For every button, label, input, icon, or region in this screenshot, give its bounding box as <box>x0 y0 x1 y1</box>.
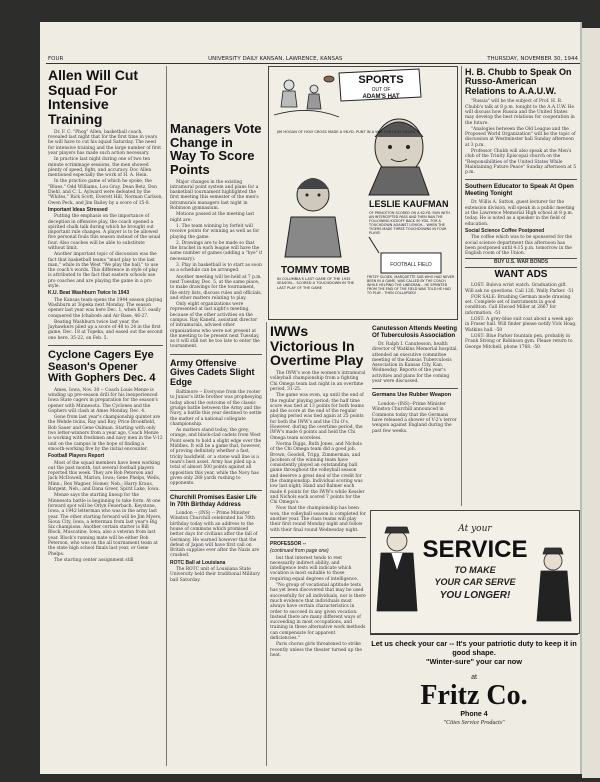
article-text: Putting the emphasis on the importance of deception in offensive play, the coach opened a spirited chalk talk during which he brought out important rule changes. A player is to be allowed five personal fouls this season instead of the usual four. Also coaches will be able to substitute without limit. <box>48 214 161 251</box>
article-text: Now that the championship has been won, the volleyball season is completed for another year. The class teams will play their first round Monday night and follow with their final round Wednesday night. <box>270 506 366 533</box>
column-1 <box>48 66 163 772</box>
article-text: Motions passed at the meeting last night are: <box>170 212 255 223</box>
cartoon-subtitle: OUT OF <box>371 87 391 93</box>
article-text: Dr. F. C. "Phog" Allen, basketball coach, revealed last night that for the first time in years he will have to cut his squad Saturday. The need for intensive training and the large number of first year players has made such action necessary. <box>48 129 162 156</box>
article-text: Professor Chubb will also speak at the Men's club of the Trinity Episcopal church on the "Responsibilities of the United States While Maintaining Future Peace" Sunday afternoon at 5 p.m. <box>465 148 576 176</box>
ad-tagline: Let us check your car -- It's your patriotic duty to keep it in good shape. <box>371 639 577 657</box>
ad-line: YOU LONGER! <box>439 590 511 601</box>
ad-tagline: "Winter-sure" your car now <box>425 657 523 666</box>
article-text: Dr. Willis A. Sutton, guest lecturer for the extension division, will speak in a public meeting at the Lawrence Memorial High school at 8 p.m. today. He is noted as a speaker in the field of education. <box>465 200 575 227</box>
ad-company-name: Fritz Co. <box>420 680 528 711</box>
article-text: Baltimore -- Everyone from the rooter to Junior's little brother was prophesying today about the outcome of the classic grudge battle between the Army and the Navy, a battle this year destined to settle the matter of a national collegiate championship. <box>170 390 262 427</box>
ad-line: YOUR CAR SERVE <box>434 577 516 587</box>
headline-allen: Allen Will Cut Squad For Intensive Training <box>48 67 139 128</box>
headline-managers: Managers Vote Change in Way To Score Points <box>170 121 262 177</box>
article-divider <box>270 537 366 538</box>
column-rule <box>166 66 167 766</box>
article-divider <box>465 179 577 180</box>
article-text: 1. The team winning by forfeit will receive points for winning as well as for playing the game. <box>170 223 260 240</box>
column-rule <box>266 322 267 766</box>
article-text: London--(INS)--Prime Minister Winston Churchill announced in Commons today that the Germans have released a shower of V-2's terror weapon against England during the past few weeks. <box>372 402 457 434</box>
cartoon-subtitle: ADAM'S HAT <box>362 94 400 100</box>
subhead: K.U. Beat Washburn Twice In 1943 <box>48 290 130 297</box>
article-text: Another important topic of discussion was the fact that basketball teams "must play to the last man," while in the West "We play the ball," to use the coach's words. This difference in style of play is attributed to the fact that eastern schools use pro coaches and are playing the game in a pro style. <box>48 252 159 290</box>
article-text: The starting center assignment still <box>54 557 134 563</box>
subhead: Important Ideas Stressed <box>48 206 108 213</box>
ad-line: TO MAKE <box>454 565 496 575</box>
ad-service-word: SERVICE <box>422 536 528 563</box>
cartoon-caption: JIM HOGAN OF HOLY CROSS MADE A 98-YD. PUNT IN A WIN FOR HOLY CROSS <box>277 130 416 134</box>
article-divider <box>170 490 262 491</box>
headline-canutesson: Canutesson Attends Meeting Of Tuberculosis Association <box>372 325 458 339</box>
article-text: Ames, Iowa, Nov. 30 -- Coach Louis Menze is winding up pre-season drill for his inexperienced Iowa State cagers in preparation for the season's opener with Minnesota. The Cyclones and the Gophers will clash at Ames Monday, Dec. 4. <box>48 387 158 414</box>
subhead: PROFESSOR -- <box>270 540 307 547</box>
headline-iww: IWWs Victorious In Overtime Play <box>270 323 364 369</box>
article-text: but that interest tends to rest necessarily indirect ability, and intelligence tests will indicate which vocation is most suitable to those requiring equal degrees of intelligence. <box>270 555 359 582</box>
article-text: In practice last night during one of two ten minute scrimmage sessions, the men showed plenty of speed, fight, and accuracy. Doc Allen mentioned especially the work of H. A. Hein. <box>48 157 152 179</box>
subhead: (continued from page one) <box>270 548 329 555</box>
adjacent-page-edge <box>582 28 600 778</box>
want-ad: LOST: Bulova wrist watch. Graduation gift. Will ask no questions. Call 126, Wally Parker. -51 <box>465 283 575 294</box>
ad-slogan: "Cities Service Products" <box>443 720 505 726</box>
article-divider <box>48 345 163 346</box>
headline-churchill: Churchill Promises Easier Life In 70th Birthday Address <box>170 495 257 508</box>
article-text: In the practice game of which he spoke, the "Blues," Odd Williams, Lou Gray, Dean Betz, Don Diehl, and C. L. Aylward were defeated by the "Whites," Rick Scott, Everett Hill, Norman Carlson, Owen Peck, and Jim Bailey by a score of 15-8. <box>48 179 163 206</box>
article-text: The Kansas team opens the 1944 season playing Washburn at Topeka next Monday. The season opener last year was here Dec. 1, when K.U. easily conquered the Ichabods and Air Base, 46-27. <box>48 297 163 319</box>
article-text: Most of the squad members have been working out the past month, but several football players reported this week. They are Bob Peterson and Jack McDowell, Marion, Iowa; Gene Phelps, Wells, Minn.; Rex Wagner, Homer, Neb.; Harry Kraus, Bargent, Neb.; and Dana Greer, Spirit Lake, Iowa. <box>48 460 161 493</box>
headline-cyclone: Cyclone Cagers Eye Season's Opener With Gophers Dec. 4 <box>48 349 156 385</box>
headline-sutton: Southern Educator to Speak At Open Meeting Tonight <box>465 183 574 197</box>
article-text: Paris chorus girls threatened to strike recently unless the theater turned up the heat. <box>270 642 362 658</box>
service-ad-art <box>371 511 579 633</box>
headline-army: Army Offensive Gives Cadets Slight Edge <box>170 357 255 387</box>
cartoon-name: LESLIE KAUFMAN <box>369 199 449 209</box>
column-2 <box>170 120 262 772</box>
cartoon-caption: FRITZY GLOJEK, MARQUETTE SUB WHO HAD NEVER BEEN IN A GAME, WAS CALLED BY THE COACH WHILE HELPING THE LINESMAN... HE SPRINTED FROM THE END OF THE FIELD WAS TOLD HE HAD TO PLAY - THEN COLLAPSED! <box>367 275 455 295</box>
headline-chubb: H. B. Chubb to Speak On Russo-American Relations to A.A.U.W. <box>465 67 572 96</box>
article-text: Norma Diggs, Ruth Jones, and Nichols of the Chi Omega team did a good job. Brown, Goodell, Tripp, Zimmerman, and Jacobson of the winning team have consistently played an outstanding ball game throughout the volleyball season and deserve a great deal of the credit for the championship. Individual scoring was low last night; Hand and Balmer each made 6 points for the IWW's while Kessler and Nichols each scored 7 points for the Chi Omega's. <box>270 441 365 506</box>
article-text: The game was even, up until the end of the regular playing period; the half time score was tied at 13 points for both teams and the score at the end of the regular playing period was tied again at 25 points for both the IWW's and the Chi O's. However, during the overtime period, the IWW's made 6 points and held the Chi Omega team scoreless. <box>270 393 364 441</box>
article-text: The IWW's won the women's intramural volleyball championship from a fighting Chi Omega team last night in an overtime period, 31-25. <box>270 371 366 392</box>
want-ads-title: WANT ADS <box>494 268 548 280</box>
article-text: "Russia" will be the subject of Prof. H. B. Chubb's talk at 8 p.m. tonight to the A.A.U.W. He will discuss how Russia and the United States may develop the best relations for cooperation in the future. <box>465 99 575 126</box>
masthead-rule <box>46 63 580 64</box>
article-text: "Analogies between the Old League and the Proposed World Organization" will be the topic of discussion at Westminster hall Sunday afternoon at 3 p.m. <box>465 126 576 148</box>
want-ad: LOST: Blue Parker fountain pen, probably in Frank Strong or Robinson gym. Please return to George Mitchell, phone 1768. -50 <box>465 333 573 350</box>
subhead: Social Science Coffee Postponed <box>465 227 545 234</box>
article-text: Beating Washburn twice last year, the Jayhawkers piled up a score of 48 to 24 in the first game, Dec. 18 at Topeka, and eased out the second one here, 35-22, on Feb. 5. <box>48 319 163 341</box>
article-text: Only eight organizations were represented at last night's meeting, because of the other activities on the campus. Ray Kanehl, assistant director of intramurals, advised other organizations who were not present at the meeting to be present next Tuesday, as it will still not be too late to enter the tournament. <box>170 302 260 350</box>
cartoon-title: SPORTS <box>358 74 404 86</box>
article-text: The ROTC unit of Louisiana State University held their traditional Military ball Saturday. <box>170 566 260 583</box>
issue-date: THURSDAY, NOVEMBER 30, 1944 <box>487 56 578 62</box>
article-text: 2. Drawings are to be made so that the bracket in each league will have the same number of games (adding a "bye" if necessary). <box>170 240 262 262</box>
article-text: Gone from last year's championship quintet are the Wehde twins, Ray and Roy, Price Brookfield, Bob Sauer and Gene Oulman. Starting with only two letter-winners from a year ago, Coach Menze is working with freshmen and navy men in the V-12 unit on the campus in the hope of finding a smooth-working five by the initial encounter. <box>48 415 163 452</box>
column-iww <box>270 322 366 772</box>
column-4 <box>465 66 577 506</box>
subhead: ROTC Ball at Louisiana <box>170 559 226 566</box>
cartoon-name: TOMMY TOMB <box>281 265 350 276</box>
svg-text:FOOTBALL FIELD: FOOTBALL FIELD <box>390 262 432 268</box>
ad-at: at <box>471 674 477 681</box>
subhead: Football Players Report <box>48 453 105 460</box>
cartoon-caption: IN COLUMBIA'S LAST GAME OF THE 1935 SEASON... SCORED A TOUCHDOWN IN THE LAST PLAY OF THE GAME <box>277 277 355 290</box>
article-text: Major changes in the existing intramural point system and plans for a basketball tournament highlighted the first meeting this semester of the men's intramurals managers last night in Robinson gymnasium. <box>170 179 259 212</box>
fritz-advertisement <box>370 634 578 771</box>
article-text: As matters stand today, the grey, orange, and black-clad cadets from West Point seem to hold a slight edge over the Middies. It will be a game that, however, of proving definitely whether a fast, tricky backfield, or a stone wall line is a team's best asset. Army has piled up a total of almost 500 points against all opposition this year, while the Navy has given only 288 yards rushing to opponents. <box>170 428 262 487</box>
article-text: Dr. Ralph I. Canutesson, health director of Watkins Memorial hospital, attended an executive committee meeting of the Kansas Tuberculosis Association in Kansas City, Kan. Wednesday. Reports of the year's activities and plans for the coming year were discussed. <box>372 342 458 385</box>
masthead <box>48 55 578 63</box>
article-text: Another meeting will be held at 7 p.m. next Tuesday, Dec. 5, at the same place, to make drawings for the tournament, file entry lists, discuss rules and officials, and other matters relating to play. <box>170 274 262 301</box>
ad-line: At your <box>458 524 492 534</box>
cartoon-caption: OF PRINCETON SCORED ON A 62-YD. RUN WITH AN INTERCEPTED PASS AND THEN RAN THE FOLLOWING KICKOFF BACK 90 YDS. FOR A TOUCHDOWN AGAINST LEHIGH... WHEN THE TIGERS MADE THREE TOUCHDOWNS IN FOUR PLAYS! <box>369 211 450 235</box>
want-ad: LOST: A grey-blue suit coat about a week ago in Fraser hall. Will finder please notify Vick Hoag. Watkins hall. -50 <box>465 317 577 333</box>
article-divider <box>170 354 262 355</box>
headline-germans: Germans Use Rubber Weapon <box>372 392 452 399</box>
ad-phone: Phone 4 <box>460 711 488 718</box>
paper-title: UNIVERSITY DAILY KANSAN, LAWRENCE, KANSAS <box>208 56 343 62</box>
article-text: "No group of vocational aptitude tests has yet been discovered that may be used successfully for all individuals, nor is there much evidence that individuals must always have certain characteristics in order to succeed in any given vocation. Instead there are many different ways of succeeding in most occupations, and training in these alternative work methods can compensate for apparent deficiencies." <box>270 583 366 642</box>
article-text: Menze says the starting lineup for the Minnesota battle is beginning to take form. At one forward spot will be Orlyn Feuerbach, Keystone, Iowa, a 1942 letterman who was in the army last year. The other starting forward will be Jim Myers, Sioux City, Iowa, a letterman from last year's Big Six champions. Another certain starter is Bill Block, Muscatine, Iowa, also a veteran from last year. Block's running mate will be either Bob Peterson, who was on the all tournament team at the state high school finals last year, or Gene Phelps. <box>48 493 162 557</box>
column-canutesson <box>372 324 458 506</box>
article-text: 3. Play in basketball is to start as soon as a schedule can be arranged. <box>170 263 262 274</box>
article-text: London -- (INS) -- Prime Minister Winston Churchill celebrated his 70th birthday today with an address to the house of commons which promised better days for civilians after the fall of Germany. He warned however that the defeat of Japan will have first call on British supplies ever after the Nazis are crushed. <box>170 511 260 559</box>
war-bonds-banner: BUY U.S. WAR BONDS <box>465 258 577 267</box>
service-advertisement <box>370 510 580 634</box>
article-text: The coffee which was to be sponsored for the social science department this afternoon has been postponed until 4:15 p.m. tomorrow in the English room of the Union. <box>465 235 573 257</box>
article-divider <box>372 388 458 389</box>
want-ad: FOR SALE: Brushing German mode drawing set. Complete set of instruments in good condition. Call Elwood Miller at 2667 for information. -51 <box>465 294 571 316</box>
column-rule <box>461 66 462 506</box>
sports-cartoon <box>268 66 458 320</box>
page-number: FOUR <box>48 56 64 62</box>
cartoon-drawing <box>269 67 457 319</box>
